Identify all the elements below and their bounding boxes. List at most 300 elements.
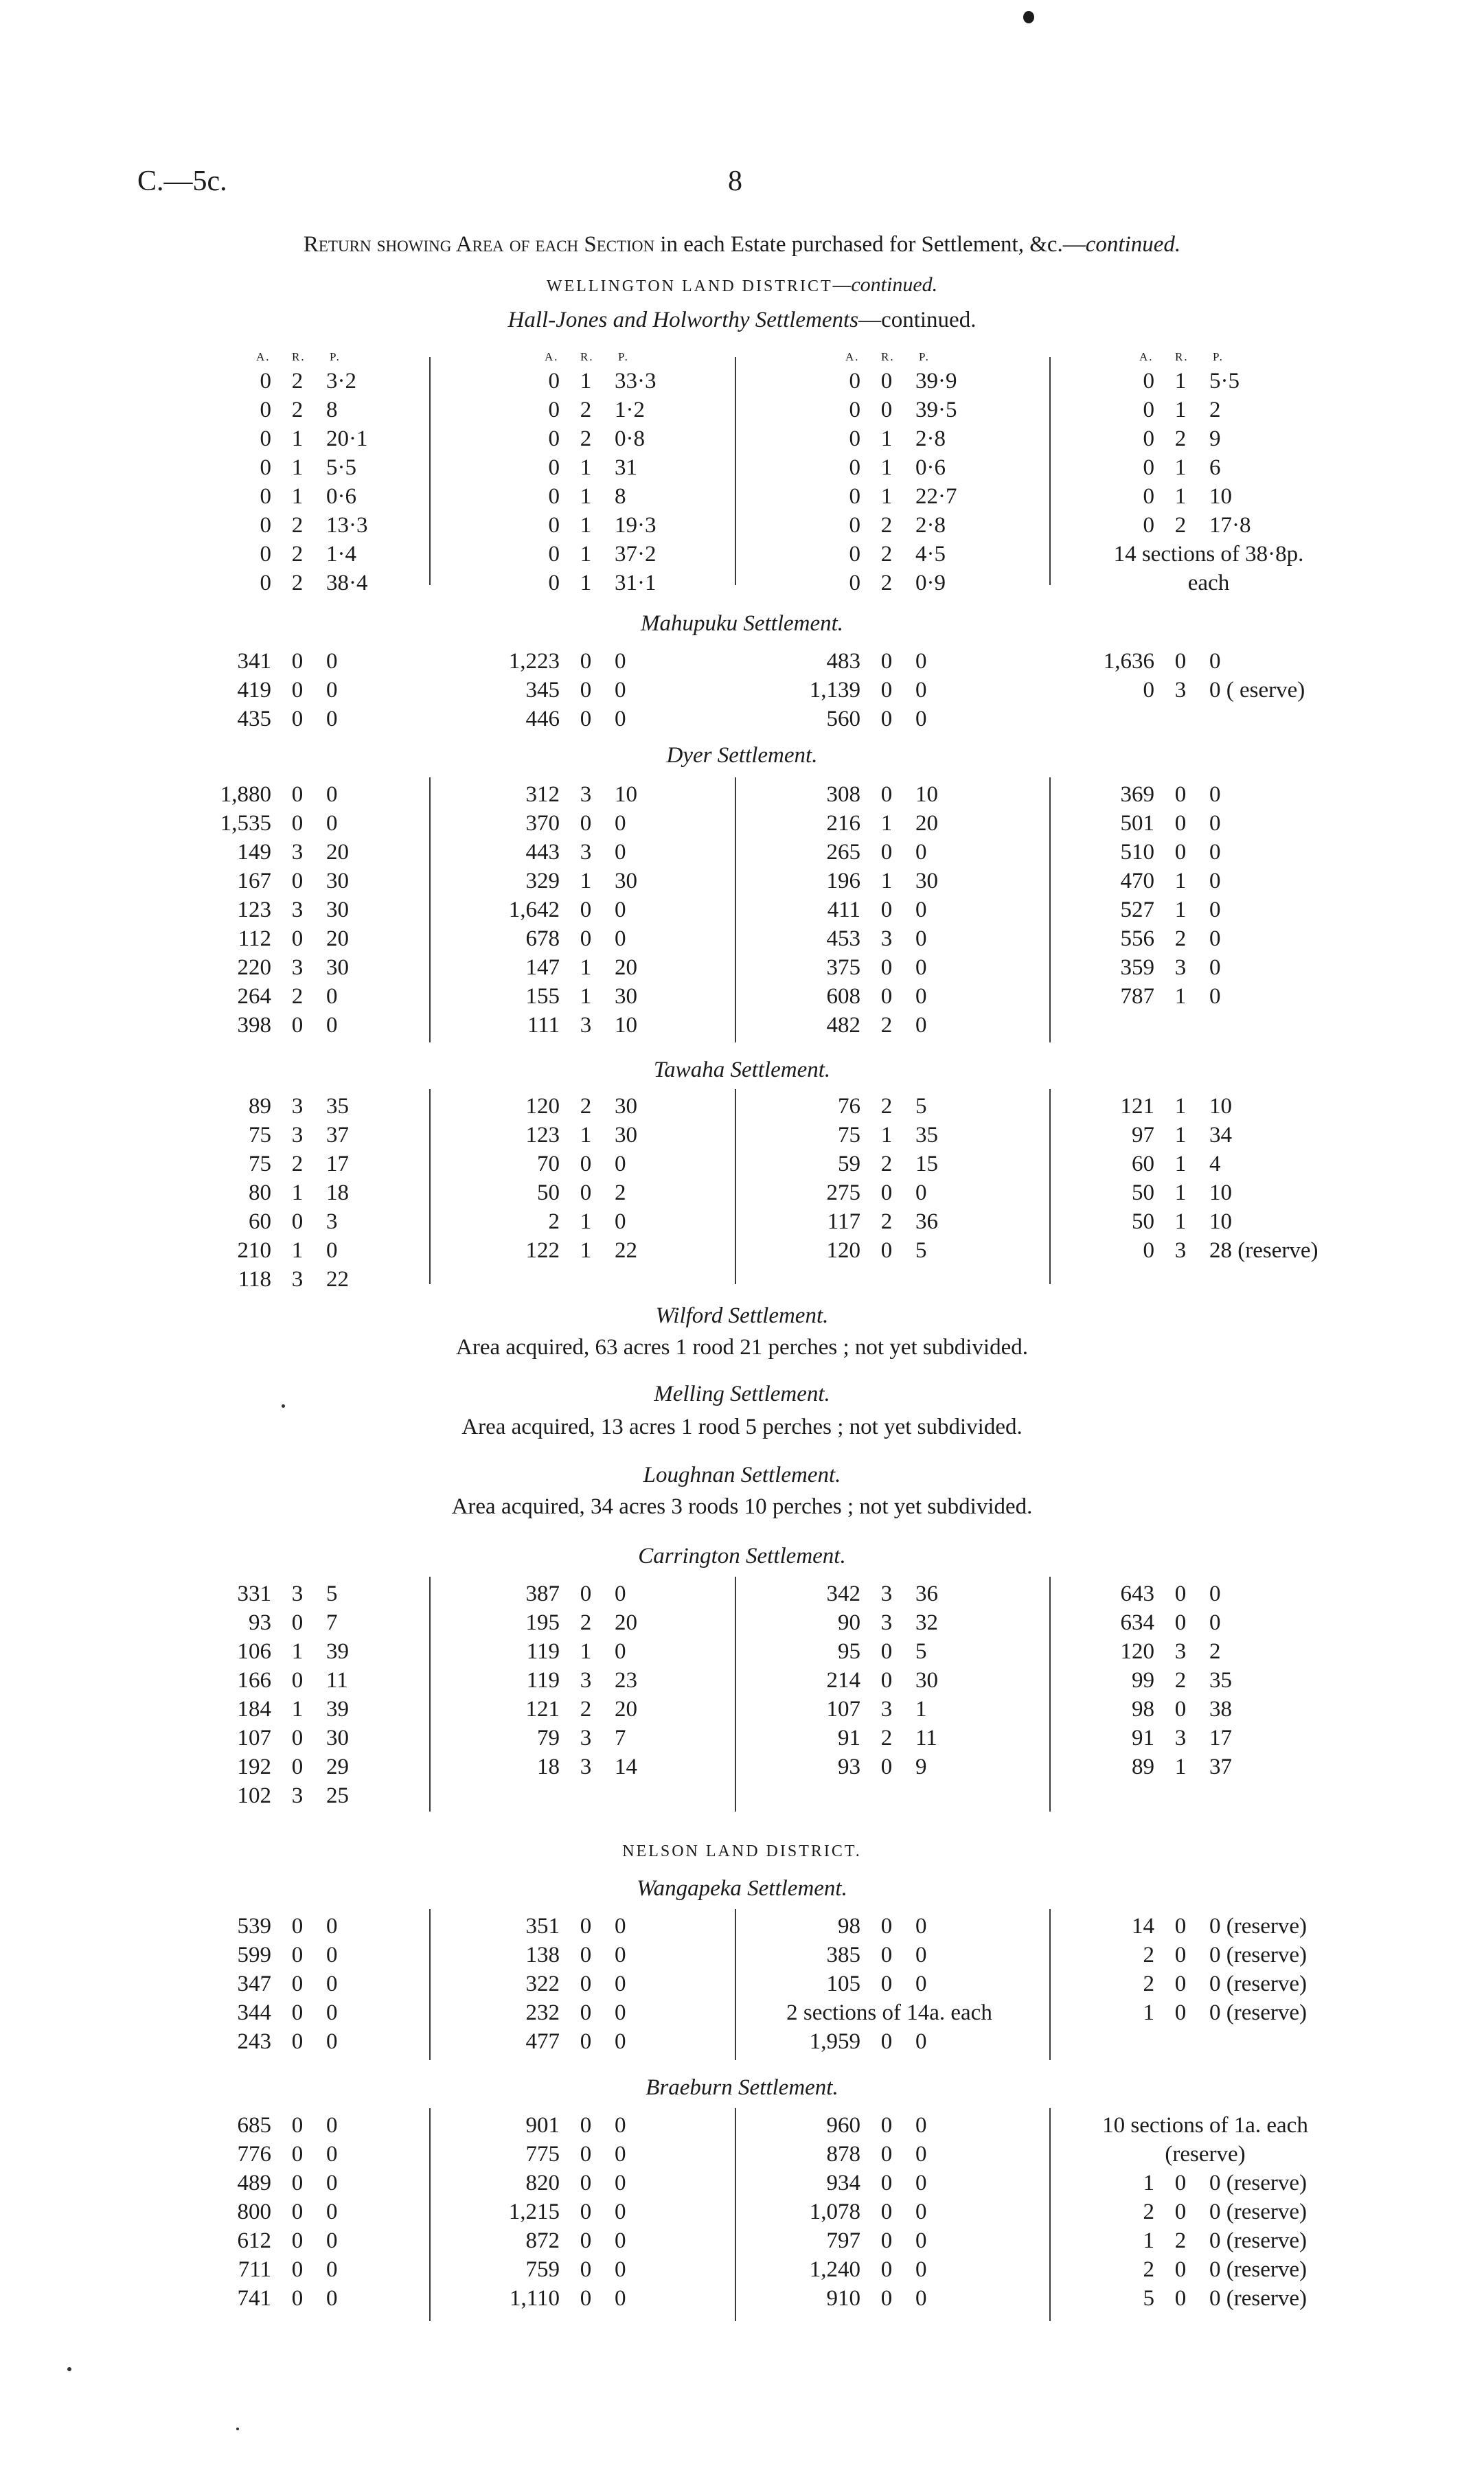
acres-value: 387 (525, 1582, 560, 1606)
roods-value: 3 (580, 1668, 592, 1693)
acres-value: 800 (237, 2200, 271, 2224)
roods-value: 0 (291, 1668, 304, 1693)
roods-value: 3 (291, 1582, 304, 1606)
acres-value: 60 (249, 1209, 271, 1234)
roods-value: 0 (580, 898, 592, 922)
roods-value: 3 (291, 1094, 304, 1119)
column-header-p: P. (919, 350, 930, 363)
page-number: 8 (728, 165, 742, 197)
table-row (0, 1207, 1484, 1236)
roods-value: 0 (880, 2286, 893, 2311)
perches-value: 0 (915, 2286, 927, 2311)
table-row (0, 2169, 1484, 2197)
acres-value: 2 (548, 1209, 560, 1234)
acres-value: 608 (826, 984, 860, 1009)
perches-value: 0 (1209, 811, 1221, 836)
roods-value: 0 (580, 678, 592, 703)
perches-value: 0 (326, 2113, 338, 2138)
acres-value: 1 (1143, 2171, 1154, 2195)
perches-value: 10 (915, 782, 938, 807)
roods-value: 1 (1174, 869, 1187, 893)
acres-value: 167 (237, 869, 271, 893)
column-header-a: A. (845, 350, 860, 363)
roods-value: 1 (580, 542, 592, 567)
estate-title-mahupuku (0, 611, 1484, 637)
acres-value: 216 (826, 811, 860, 836)
perches-value: 0 (615, 811, 626, 836)
estate-title-dyer (0, 743, 1484, 768)
roods-value: 1 (291, 1238, 304, 1263)
perches-value: 7 (615, 1726, 626, 1750)
perches-value: 22·7 (915, 484, 957, 509)
acres-value: 0 (548, 484, 560, 509)
roods-value: 1 (291, 484, 304, 509)
roods-value: 1 (580, 1209, 592, 1234)
perches-value: 0 ( eserve) (1209, 678, 1305, 703)
roods-value: 1 (880, 1123, 893, 1148)
perches-value: 0 (915, 1180, 927, 1205)
perches-value: 17·8 (1209, 513, 1251, 538)
roods-value: 1 (580, 869, 592, 893)
roods-value: 0 (880, 1755, 893, 1779)
roods-value: 1 (580, 984, 592, 1009)
perches-value: 5·5 (326, 455, 356, 480)
roods-value: 0 (580, 649, 592, 674)
perches-value: 0 (reserve) (1209, 2200, 1307, 2224)
perches-value: 30 (615, 1094, 637, 1119)
perches-value: 0 (915, 840, 927, 865)
perches-value: 0 (reserve) (1209, 2286, 1307, 2311)
roods-value: 0 (291, 1013, 304, 1038)
perches-value: 30 (615, 1123, 637, 1148)
acres-value: 872 (525, 2228, 560, 2253)
acres-value: 1,078 (809, 2200, 860, 2224)
acres-value: 264 (237, 984, 271, 1009)
acres-value: 0 (260, 398, 271, 422)
document-reference: C.—5c. (137, 165, 227, 197)
acres-value: 0 (260, 455, 271, 480)
perches-value: 35 (915, 1123, 938, 1148)
acres-value: 106 (237, 1639, 271, 1664)
roods-value: 0 (1174, 1972, 1187, 1996)
acres-value: 99 (1132, 1668, 1154, 1693)
perches-value: 2 (615, 1180, 626, 1205)
acres-value: 102 (237, 1783, 271, 1808)
acres-value: 411 (827, 898, 860, 922)
perches-value: 0 (326, 678, 338, 703)
district-suffix: —continued. (832, 273, 938, 296)
perches-value: 0 (615, 2142, 626, 2167)
acres-value: 341 (237, 649, 271, 674)
acres-value: 98 (1132, 1697, 1154, 1722)
acres-value: 398 (237, 1013, 271, 1038)
perches-value: 0 (615, 898, 626, 922)
perches-value: 0 (615, 2228, 626, 2253)
acres-value: 60 (1132, 1152, 1154, 1176)
roods-value: 0 (1174, 2171, 1187, 2195)
acres-value: 1,959 (809, 2029, 860, 2054)
roods-value: 2 (1174, 1668, 1187, 1693)
roods-value: 0 (580, 2142, 592, 2167)
perches-value: 0 (326, 1238, 338, 1263)
roods-value: 0 (1174, 1943, 1187, 1967)
perches-value: 0 (615, 2200, 626, 2224)
acres-value: 443 (525, 840, 560, 865)
table-row (0, 1912, 1484, 1941)
roods-value: 3 (1174, 678, 1187, 703)
roods-value: 3 (291, 955, 304, 980)
acres-value: 0 (260, 426, 271, 451)
acres-value: 210 (237, 1238, 271, 1263)
roods-value: 1 (880, 426, 893, 451)
table-row (0, 895, 1484, 924)
column-header-r: R. (1175, 350, 1189, 363)
perches-value: 32 (915, 1610, 938, 1635)
acres-value: 759 (525, 2257, 560, 2282)
perches-value: 4·5 (915, 542, 946, 567)
acres-value: 308 (826, 782, 860, 807)
roods-value: 1 (1174, 1152, 1187, 1176)
table-row (0, 2255, 1484, 2284)
perches-value: 2·8 (915, 426, 946, 451)
perches-value: 10 (1209, 484, 1232, 509)
perches-value: 5 (915, 1094, 927, 1119)
perches-value: 0 (1209, 898, 1221, 922)
roods-value: 2 (880, 571, 893, 595)
roods-value: 3 (1174, 955, 1187, 980)
roods-value: 1 (1174, 1209, 1187, 1234)
roods-value: 1 (580, 484, 592, 509)
acres-value: 76 (838, 1094, 860, 1119)
acres-value: 787 (1120, 984, 1154, 1009)
acres-value: 0 (548, 426, 560, 451)
acres-value: 195 (525, 1610, 560, 1635)
acres-value: 322 (525, 1972, 560, 1996)
acres-value: 0 (1143, 369, 1154, 393)
estate-note-melling: Area acquired, 13 acres 1 rood 5 perches ; not yet subdivided. (461, 1415, 1023, 1439)
perches-value: 0 (326, 2000, 338, 2025)
acres-value: 0 (849, 455, 860, 480)
perches-value: 0 (615, 840, 626, 865)
acres-value: 232 (525, 2000, 560, 2025)
roods-value: 1 (291, 1697, 304, 1722)
acres-value: 123 (237, 898, 271, 922)
return-title (0, 232, 1484, 258)
perches-value: 0 (615, 2113, 626, 2138)
acres-value: 0 (1143, 455, 1154, 480)
table-row (0, 482, 1484, 511)
acres-value: 98 (838, 1914, 860, 1939)
perches-value: 0 (915, 926, 927, 951)
perches-value: 37 (1209, 1755, 1232, 1779)
perches-value: 1 (915, 1697, 927, 1722)
perches-value: 19·3 (615, 513, 657, 538)
multi-section-note: 10 sections of 1a. each (1102, 2113, 1308, 2138)
perches-value: 5 (915, 1238, 927, 1263)
roods-value: 0 (880, 1180, 893, 1205)
acres-value: 117 (827, 1209, 860, 1234)
roods-value: 0 (880, 2228, 893, 2253)
acres-value: 0 (548, 571, 560, 595)
table-row (0, 1011, 1484, 1040)
roods-value: 3 (291, 840, 304, 865)
acres-value: 345 (525, 678, 560, 703)
perches-value: 4 (1209, 1152, 1221, 1176)
table-row (0, 2197, 1484, 2226)
table-row (0, 2226, 1484, 2255)
estate-title-melling (0, 1382, 1484, 1407)
perches-value: 25 (326, 1783, 349, 1808)
roods-value: 0 (1174, 2257, 1187, 2282)
roods-value: 1 (880, 811, 893, 836)
table-row (0, 1121, 1484, 1150)
perches-value: 38 (1209, 1697, 1232, 1722)
perches-value: 0 (1209, 926, 1221, 951)
roods-value: 2 (291, 398, 304, 422)
perches-value: 36 (915, 1209, 938, 1234)
roods-value: 0 (580, 2286, 592, 2311)
column-header-r: R. (292, 350, 306, 363)
perches-value: 7 (326, 1610, 338, 1635)
district-name: WELLINGTON LAND DISTRICT (546, 277, 833, 295)
roods-value: 0 (291, 1726, 304, 1750)
perches-value: 18 (326, 1180, 349, 1205)
roods-value: 3 (291, 898, 304, 922)
ink-dot (1023, 11, 1034, 23)
estate-note-loughnan: Area acquired, 34 acres 3 roods 10 perches ; not yet subdivided. (451, 1494, 1033, 1519)
roods-value: 2 (880, 542, 893, 567)
roods-value: 1 (580, 455, 592, 480)
roods-value: 3 (580, 782, 592, 807)
estate-title-braeburn (0, 2075, 1484, 2101)
roods-value: 0 (291, 926, 304, 951)
acres-value: 634 (1120, 1610, 1154, 1635)
estate-title-text: Loughnan Settlement. (643, 1463, 841, 1487)
multi-section-note: each (1187, 571, 1230, 595)
acres-value: 120 (525, 1094, 560, 1119)
perches-value: 30 (326, 955, 349, 980)
acres-value: 121 (525, 1697, 560, 1722)
acres-value: 155 (525, 984, 560, 1009)
roods-value: 2 (880, 1152, 893, 1176)
acres-value: 375 (826, 955, 860, 980)
roods-value: 1 (291, 455, 304, 480)
table-row (0, 453, 1484, 482)
perches-value: 0 (915, 1972, 927, 1996)
acres-value: 0 (1143, 426, 1154, 451)
estate-title-text: Tawaha Settlement. (653, 1058, 831, 1082)
table-row (0, 1941, 1484, 1970)
perches-value: 13·3 (326, 513, 368, 538)
roods-value: 1 (580, 513, 592, 538)
roods-value: 2 (1174, 926, 1187, 951)
roods-value: 0 (580, 1972, 592, 1996)
perches-value: 0 (1209, 840, 1221, 865)
perches-value: 0 (326, 782, 338, 807)
roods-value: 2 (880, 1094, 893, 1119)
acres-value: 960 (826, 2113, 860, 2138)
acres-value: 91 (1132, 1726, 1154, 1750)
acres-value: 2 (1143, 1972, 1154, 1996)
acres-value: 75 (249, 1152, 271, 1176)
table-row (0, 2027, 1484, 2056)
roods-value: 0 (291, 2257, 304, 2282)
perches-value: 9 (915, 1755, 927, 1779)
roods-value: 0 (1174, 811, 1187, 836)
perches-value: 0 (326, 1972, 338, 1996)
perches-value: 0 (915, 2200, 927, 2224)
table-row (0, 1265, 1484, 1294)
roods-value: 1 (1174, 1180, 1187, 1205)
perches-value: 0 (615, 2257, 626, 2282)
perches-value: 0 (615, 1209, 626, 1234)
acres-value: 331 (237, 1582, 271, 1606)
estate-title-text: Braeburn Settlement. (646, 2075, 838, 2100)
perches-value: 0·6 (326, 484, 356, 509)
table-row (0, 1781, 1484, 1810)
acres-value: 312 (525, 782, 560, 807)
perches-value: 0 (615, 707, 626, 731)
perches-value: 34 (1209, 1123, 1232, 1148)
district-heading-wellington (0, 273, 1484, 297)
acres-value: 107 (237, 1726, 271, 1750)
ink-speck (236, 2428, 239, 2430)
acres-value: 369 (1120, 782, 1154, 807)
roods-value: 3 (291, 1123, 304, 1148)
acres-value: 97 (1132, 1123, 1154, 1148)
perches-value: 0 (615, 2029, 626, 2054)
acres-value: 0 (548, 513, 560, 538)
roods-value: 2 (580, 1094, 592, 1119)
roods-value: 3 (880, 926, 893, 951)
perches-value: 6 (1209, 455, 1221, 480)
roods-value: 0 (1174, 649, 1187, 674)
acres-value: 18 (537, 1755, 560, 1779)
perches-value: 5·5 (1209, 369, 1240, 393)
perches-value: 0·9 (915, 571, 946, 595)
multi-section-note: 2 sections of 14a. each (786, 2000, 992, 2025)
acres-value: 599 (237, 1943, 271, 1967)
perches-value: 0 (326, 2029, 338, 2054)
roods-value: 2 (580, 398, 592, 422)
perches-value: 30 (915, 869, 938, 893)
acres-value: 0 (1143, 513, 1154, 538)
acres-value: 370 (525, 811, 560, 836)
acres-value: 0 (849, 398, 860, 422)
acres-value: 243 (237, 2029, 271, 2054)
acres-value: 112 (238, 926, 271, 951)
acres-value: 50 (1132, 1209, 1154, 1234)
roods-value: 1 (1174, 1094, 1187, 1119)
acres-value: 120 (826, 1238, 860, 1263)
roods-value: 1 (1174, 484, 1187, 509)
perches-value: 28 (reserve) (1209, 1238, 1319, 1263)
perches-value: 0 (326, 649, 338, 674)
acres-value: 1,642 (508, 898, 560, 922)
perches-value: 0 (915, 1013, 927, 1038)
estate-title-text: Hall-Jones and Holworthy Settlements (507, 308, 859, 332)
perches-value: 0 (915, 2142, 927, 2167)
estate-title-text: Carrington Settlement. (638, 1544, 846, 1568)
estate-title-carrington (0, 1544, 1484, 1569)
acres-value: 711 (238, 2257, 271, 2282)
roods-value: 0 (880, 678, 893, 703)
roods-value: 2 (291, 542, 304, 567)
perches-value: 39 (326, 1697, 349, 1722)
roods-value: 1 (1174, 898, 1187, 922)
roods-value: 0 (291, 782, 304, 807)
roods-value: 2 (291, 513, 304, 538)
return-title-pre: Return showing (303, 232, 456, 257)
roods-value: 2 (1174, 513, 1187, 538)
acres-value: 107 (826, 1697, 860, 1722)
acres-value: 192 (237, 1755, 271, 1779)
estate-title-hall_jones (0, 308, 1484, 333)
table-row (0, 1608, 1484, 1637)
estate-title-tawaha (0, 1058, 1484, 1083)
roods-value: 3 (1174, 1726, 1187, 1750)
roods-value: 3 (291, 1267, 304, 1292)
acres-value: 80 (249, 1180, 271, 1205)
perches-value: 14 (615, 1755, 637, 1779)
perches-value: 0 (915, 2171, 927, 2195)
table-row (0, 809, 1484, 838)
roods-value: 0 (880, 1238, 893, 1263)
acres-value: 776 (237, 2142, 271, 2167)
perches-value: 0 (915, 2257, 927, 2282)
roods-value: 0 (291, 2000, 304, 2025)
column-header-p: P. (618, 350, 629, 363)
perches-value: 23 (615, 1668, 637, 1693)
roods-value: 0 (291, 2029, 304, 2054)
roods-value: 0 (1174, 782, 1187, 807)
roods-value: 0 (580, 2171, 592, 2195)
table-row (0, 780, 1484, 809)
roods-value: 3 (291, 1783, 304, 1808)
acres-value: 14 (1132, 1914, 1154, 1939)
perches-value: 20 (615, 955, 637, 980)
acres-value: 214 (826, 1668, 860, 1693)
acres-value: 359 (1120, 955, 1154, 980)
table-row (0, 367, 1484, 396)
acres-value: 50 (1132, 1180, 1154, 1205)
acres-value: 678 (525, 926, 560, 951)
roods-value: 2 (880, 1726, 893, 1750)
acres-value: 0 (260, 484, 271, 509)
perches-value: 37·2 (615, 542, 657, 567)
acres-value: 347 (237, 1972, 271, 1996)
perches-value: 30 (615, 869, 637, 893)
roods-value: 3 (880, 1610, 893, 1635)
acres-value: 220 (237, 955, 271, 980)
acres-value: 123 (525, 1123, 560, 1148)
roods-value: 0 (880, 369, 893, 393)
acres-value: 1 (1143, 2228, 1154, 2253)
acres-value: 79 (537, 1726, 560, 1750)
perches-value: 20 (326, 840, 349, 865)
roods-value: 0 (291, 2142, 304, 2167)
perches-value: 17 (326, 1152, 349, 1176)
perches-value: 0 (915, 898, 927, 922)
table-row (0, 1178, 1484, 1207)
estate-title-suffix: —continued. (858, 308, 977, 332)
acres-value: 0 (849, 571, 860, 595)
perches-value: 11 (915, 1726, 937, 1750)
perches-value: 22 (326, 1267, 349, 1292)
perches-value: 0 (1209, 1582, 1221, 1606)
perches-value: 0 (915, 1914, 927, 1939)
roods-value: 0 (1174, 1697, 1187, 1722)
